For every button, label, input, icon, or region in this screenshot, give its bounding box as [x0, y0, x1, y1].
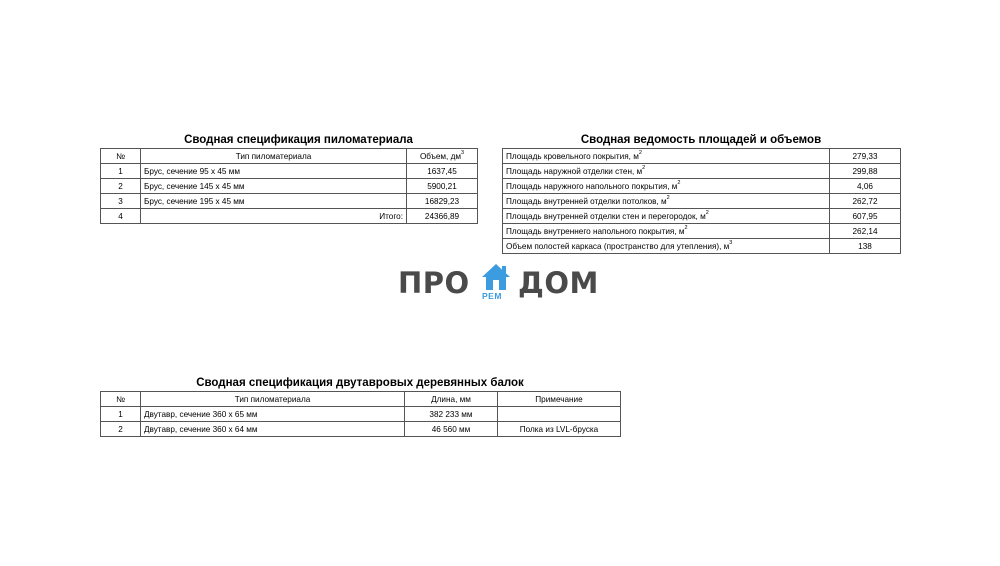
row-value: 262,14	[830, 224, 901, 239]
lumber-spec-table	[100, 148, 478, 224]
header-volume: Объем, $дм^3$	[407, 149, 478, 164]
table-row	[101, 179, 478, 194]
table-total-row	[101, 209, 478, 224]
header-num: №	[101, 392, 141, 407]
row-volume: 16829,23	[407, 194, 478, 209]
row-type: Брус, сечение 195 х 45 мм	[141, 194, 407, 209]
row-label: Площадь наружного напольного покрытия, $м^2$	[503, 179, 830, 194]
row-type: Брус, сечение 145 х 45 мм	[141, 179, 407, 194]
row-label: Объем полостей каркаса (пространство для утепления), $м^3$	[503, 239, 830, 254]
row-volume: 5900,21	[407, 179, 478, 194]
row-value: 279,33	[830, 149, 901, 164]
row-type: Брус, сечение 95 х 45 мм	[141, 164, 407, 179]
row-value: 607,95	[830, 209, 901, 224]
logo-subtext: РЕМ	[482, 291, 502, 301]
row-length: 46 560 мм	[405, 422, 498, 437]
areas-table	[502, 148, 901, 254]
row-value: 262,72	[830, 194, 901, 209]
table-row	[503, 149, 901, 164]
row-note	[498, 407, 621, 422]
areas-title: Сводная ведомость площадей и объемов	[580, 134, 822, 146]
prorem-dom-logo	[398, 262, 603, 310]
row-label: Площадь внутренней отделки стен и перегородок, $м^2$	[503, 209, 830, 224]
row-type: Двутавр, сечение 360 х 65 мм	[141, 407, 405, 422]
row-value: 299,88	[830, 164, 901, 179]
row-label: Площадь внутреннего напольного покрытия, $м^2$	[503, 224, 830, 239]
logo-text-right: ДОМ	[518, 266, 599, 300]
table-row	[503, 209, 901, 224]
total-volume: 24366,89	[407, 209, 478, 224]
beams-spec-table	[100, 391, 621, 437]
header-note: Примечание	[498, 392, 621, 407]
header-length: Длина, мм	[405, 392, 498, 407]
row-volume: 1637,45	[407, 164, 478, 179]
table-row	[503, 179, 901, 194]
table-row	[503, 194, 901, 209]
row-value: 4,06	[830, 179, 901, 194]
row-num: 2	[101, 422, 141, 437]
beams-spec-title: Сводная спецификация двутавровых деревянных балок	[196, 377, 524, 389]
header-num: №	[101, 149, 141, 164]
table-row	[503, 224, 901, 239]
table-row	[101, 422, 621, 437]
row-type: Двутавр, сечение 360 х 64 мм	[141, 422, 405, 437]
table-row	[101, 407, 621, 422]
logo-text-left: ПРО	[398, 266, 470, 300]
table-header-row	[101, 149, 478, 164]
row-num: 1	[101, 407, 141, 422]
lumber-spec-title: Сводная спецификация пиломатериала	[184, 134, 413, 146]
header-type: Тип пиломатериала	[141, 392, 405, 407]
header-type: Тип пиломатериала	[141, 149, 407, 164]
table-row	[101, 164, 478, 179]
row-note: Полка из LVL-бруска	[498, 422, 621, 437]
table-row	[503, 164, 901, 179]
total-label: Итого:	[141, 209, 407, 224]
row-length: 382 233 мм	[405, 407, 498, 422]
table-header-row	[101, 392, 621, 407]
row-value: 138	[830, 239, 901, 254]
row-label: Площадь кровельного покрытия, $м^2$	[503, 149, 830, 164]
table-row	[503, 239, 901, 254]
row-label: Площадь внутренней отделки потолков, $м^2$	[503, 194, 830, 209]
row-num: 2	[101, 179, 141, 194]
row-num: 3	[101, 194, 141, 209]
row-label: Площадь наружной отделки стен, $м^2$	[503, 164, 830, 179]
total-num: 4	[101, 209, 141, 224]
table-row	[101, 194, 478, 209]
row-num: 1	[101, 164, 141, 179]
